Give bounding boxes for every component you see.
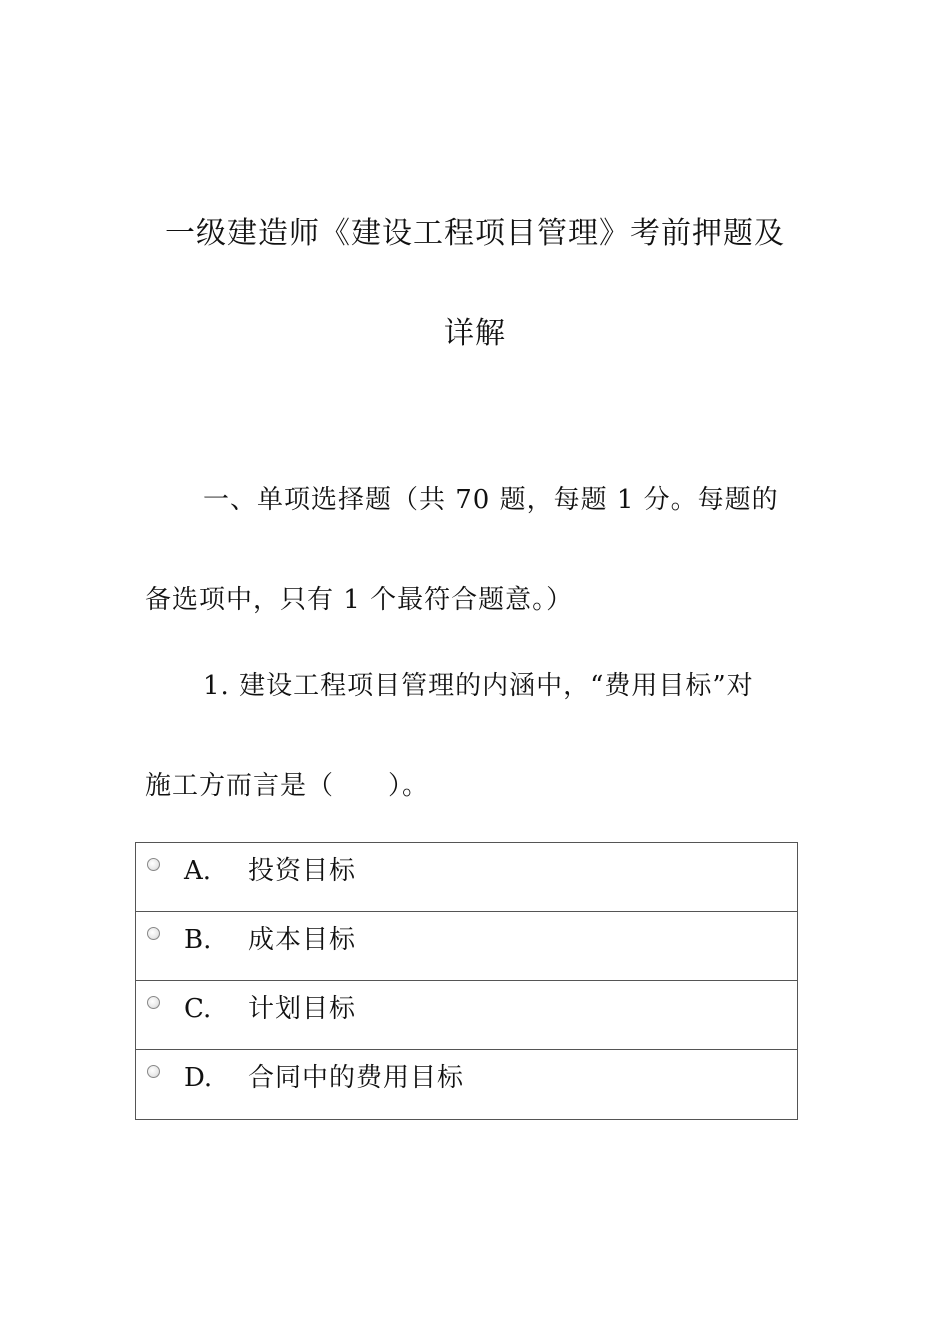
option-letter: C. bbox=[184, 994, 212, 1024]
option-letter: A. bbox=[184, 856, 212, 886]
radio-button-icon[interactable] bbox=[147, 1065, 160, 1078]
section-heading-line-1: 一、单项选择题（共 70 题，每题 1 分。每题的 bbox=[203, 485, 779, 515]
option-d-row[interactable] bbox=[136, 1050, 797, 1119]
document-title-line-2: 详解 bbox=[444, 316, 506, 351]
radio-button-icon[interactable] bbox=[147, 927, 160, 940]
document-title-line-1: 一级建造师《建设工程项目管理》考前押题及 bbox=[165, 216, 785, 251]
option-text: 合同中的费用目标 bbox=[248, 1063, 465, 1093]
option-b-row[interactable] bbox=[136, 912, 797, 981]
option-text: 计划目标 bbox=[248, 994, 357, 1024]
section-heading-line-2: 备选项中，只有 1 个最符合题意。） bbox=[145, 585, 574, 615]
option-a-row[interactable] bbox=[136, 843, 797, 912]
option-c-row[interactable] bbox=[136, 981, 797, 1050]
radio-button-icon[interactable] bbox=[147, 858, 160, 871]
option-letter: D. bbox=[184, 1063, 213, 1093]
option-text: 投资目标 bbox=[248, 856, 357, 886]
option-letter: B. bbox=[184, 925, 212, 955]
question-stem-line-2: 施工方而言是（ ）。 bbox=[145, 771, 430, 801]
radio-button-icon[interactable] bbox=[147, 996, 160, 1009]
question-stem-line-1: 1. 建设工程项目管理的内涵中，“费用目标”对 bbox=[203, 671, 754, 701]
answer-options-table bbox=[135, 842, 798, 1120]
option-text: 成本目标 bbox=[248, 925, 357, 955]
